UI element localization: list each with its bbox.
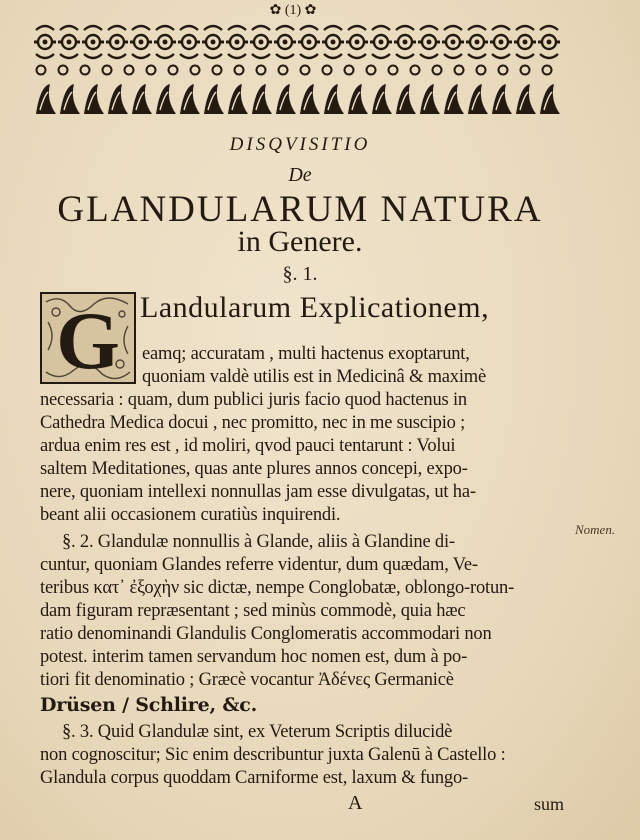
s1-line-2: eamq; accuratam , multi hactenus exoptarunt, — [142, 344, 470, 364]
s1-line-9: beant alii occasionem curatiùs inquirendi. — [40, 505, 341, 525]
title-de: De — [288, 164, 312, 186]
decorated-initial — [40, 292, 136, 384]
s3-line-1: §. 3. Quid Glandulæ sint, ex Veterum Scriptis dilucidè — [62, 722, 453, 742]
initial-letter: G — [56, 295, 120, 384]
title-main: GLANDULARUM NATURA — [57, 189, 543, 230]
s1-line-3: quoniam valdè utilis est in Medicinâ & maximè — [142, 367, 486, 387]
ornament-band-top — [34, 22, 562, 62]
catchword: sum — [534, 794, 565, 814]
margin-note-nomen: Nomen. — [575, 522, 616, 537]
page-number-flower-right: ✿ — [301, 3, 317, 18]
s1-line-8: nere, quoniam intellexi nonnullas jam esse divulgatas, ut ha- — [40, 482, 476, 502]
s1-line-4: necessaria : quam, dum publici juris facio quod hactenus in — [40, 390, 467, 410]
s2-line-3: teribus κατ᾽ ἐξοχὴν sic dictæ, nempe Conglobatæ, oblongo-rotun- — [40, 578, 515, 598]
s1-line-1: Landularum Explicationem, — [140, 291, 490, 324]
s1-line-5: Cathedra Medica docui , nec promitto, nec in me suscipio ; — [40, 413, 466, 433]
title-subtitle: in Genere. — [237, 225, 363, 258]
s1-line-6: ardua enim res est , id moliri, qvod pauci tentarunt : Volui — [40, 436, 456, 456]
s2-line-5: ratio denominandi Glandulis Conglomeratis accommodari non — [40, 624, 492, 644]
signature-mark: A — [348, 792, 363, 814]
ornament-band-middle — [34, 63, 562, 77]
ornament-band-bottom — [34, 80, 562, 120]
s1-line-7: saltem Meditationes, quas ante plures annos concepi, expo- — [40, 459, 468, 479]
s2-line-6: potest. interim tamen servandum hoc nomen est, dum à po- — [40, 647, 468, 667]
s2-line-7: tiori fit denominatio ; Græcè vocantur Ἀδένες Germanicè — [40, 670, 454, 690]
s2-line-2: cuntur, quoniam Glandes referre videntur, dum quædam, Ve- — [40, 555, 478, 575]
page-number-text: (1) — [284, 3, 302, 18]
title-disquisitio: DISQVISITIO — [229, 134, 371, 155]
s2-line-8: Drüsen / Schlire, &c. — [40, 694, 258, 716]
s2-line-1: §. 2. Glandulæ nonnullis à Glande, aliis à Glandine di- — [62, 532, 455, 552]
s3-line-2: non cognoscitur; Sic enim describuntur juxta Galenū à Castello : — [40, 745, 506, 765]
page-number — [258, 2, 328, 19]
page-number-flower-left: ✿ — [269, 3, 285, 18]
s2-line-4: dam figuram repræsentant ; sed minùs commodè, quia hæc — [40, 601, 466, 621]
s3-line-3: Glandula corpus quoddam Carniforme est, laxum & fungo- — [40, 768, 468, 788]
section-mark-1: §. 1. — [282, 263, 318, 285]
